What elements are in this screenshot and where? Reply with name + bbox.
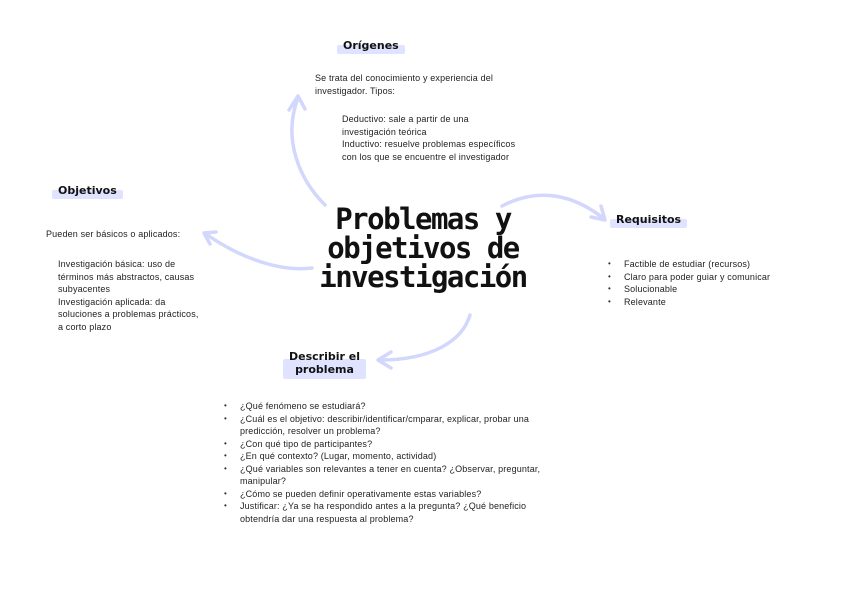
- arrow-to-origenes: [292, 98, 325, 205]
- objetivos-label: [52, 181, 123, 200]
- origenes-line: Inductivo: resuelve problemas específicos: [342, 139, 516, 149]
- list-item: • Relevante: [608, 296, 770, 309]
- describir-label-line-2: problema: [295, 363, 354, 376]
- objetivos-line: Investigación aplicada: da: [58, 296, 166, 307]
- list-item: [224, 413, 540, 438]
- describir-label: [283, 347, 366, 379]
- list-item-text: obtendría dar una respuesta al problema?: [240, 513, 414, 524]
- requisitos-label-text: Requisitos: [616, 213, 682, 226]
- objetivos-line: subyacentes: [58, 284, 111, 294]
- arrow-to-describir: [380, 315, 470, 360]
- list-item-text: ¿En qué contexto? (Lugar, momento, actividad): [240, 451, 437, 461]
- requisitos-label: [610, 210, 687, 229]
- list-item: [224, 450, 540, 463]
- list-item-text: manipular?: [240, 476, 287, 486]
- origenes-label: [337, 36, 405, 55]
- objetivos-line: a corto plazo: [58, 321, 112, 332]
- list-item: • Claro para poder guiar y comunicar: [608, 271, 770, 284]
- origenes-label-text: Orígenes: [343, 39, 399, 52]
- list-item: [224, 500, 540, 525]
- origenes-intro-line-2: investigador. Tipos:: [315, 85, 396, 96]
- list-item-text: ¿Con qué tipo de participantes?: [240, 438, 373, 449]
- origenes-intro-line-1: Se trata del conocimiento y experiencia del: [315, 73, 494, 83]
- list-item-text: ¿Qué fenómeno se estudiará?: [240, 401, 366, 411]
- origenes-intro: [315, 72, 493, 97]
- origenes-line: Deductivo: sale a partir de una: [342, 114, 469, 124]
- objetivos-line: Investigación básica: uso de: [58, 259, 176, 269]
- title-line-1: Problemas y: [335, 202, 511, 236]
- objetivos-intro: Pueden ser básicos o aplicados:: [46, 229, 181, 239]
- objetivos-label-text: Objetivos: [58, 184, 117, 197]
- title-line-2: objetivos de: [327, 231, 519, 265]
- list-item-text: ¿Qué variables son relevantes a tener en cuenta? ¿Observar, preguntar,: [240, 463, 541, 474]
- main-title: [318, 202, 528, 294]
- list-item: [224, 438, 540, 451]
- list-item: [224, 488, 540, 501]
- describir-label-line-1: Describir el: [289, 350, 360, 363]
- objetivos-types: [58, 258, 199, 333]
- describir-list: [224, 400, 540, 525]
- origenes-line: con los que se encuentre el investigador: [342, 151, 510, 162]
- objetivos-line: términos más abstractos, causas: [58, 271, 195, 282]
- list-item: • Solucionable: [608, 283, 770, 296]
- origenes-types: [342, 113, 515, 163]
- title-line-3: investigación: [319, 260, 527, 294]
- list-item: [224, 400, 540, 413]
- arrow-to-objetivos: [206, 234, 312, 269]
- list-item: • Factible de estudiar (recursos): [608, 258, 770, 271]
- list-item-text: Justificar: ¿Ya se ha respondido antes a la pregunta? ¿Qué beneficio: [240, 501, 527, 511]
- origenes-line: investigación teórica: [342, 126, 427, 137]
- list-item-text: predicción, resolver un problema?: [240, 426, 381, 436]
- list-item-text: ¿Cuál es el objetivo: describir/identificar/cmparar, explicar, probar una: [240, 413, 530, 424]
- list-item-text: ¿Cómo se pueden definir operativamente estas variables?: [240, 488, 482, 499]
- requisitos-list: [608, 258, 770, 308]
- objetivos-line: soluciones a problemas prácticos,: [58, 309, 199, 319]
- list-item: [224, 463, 540, 488]
